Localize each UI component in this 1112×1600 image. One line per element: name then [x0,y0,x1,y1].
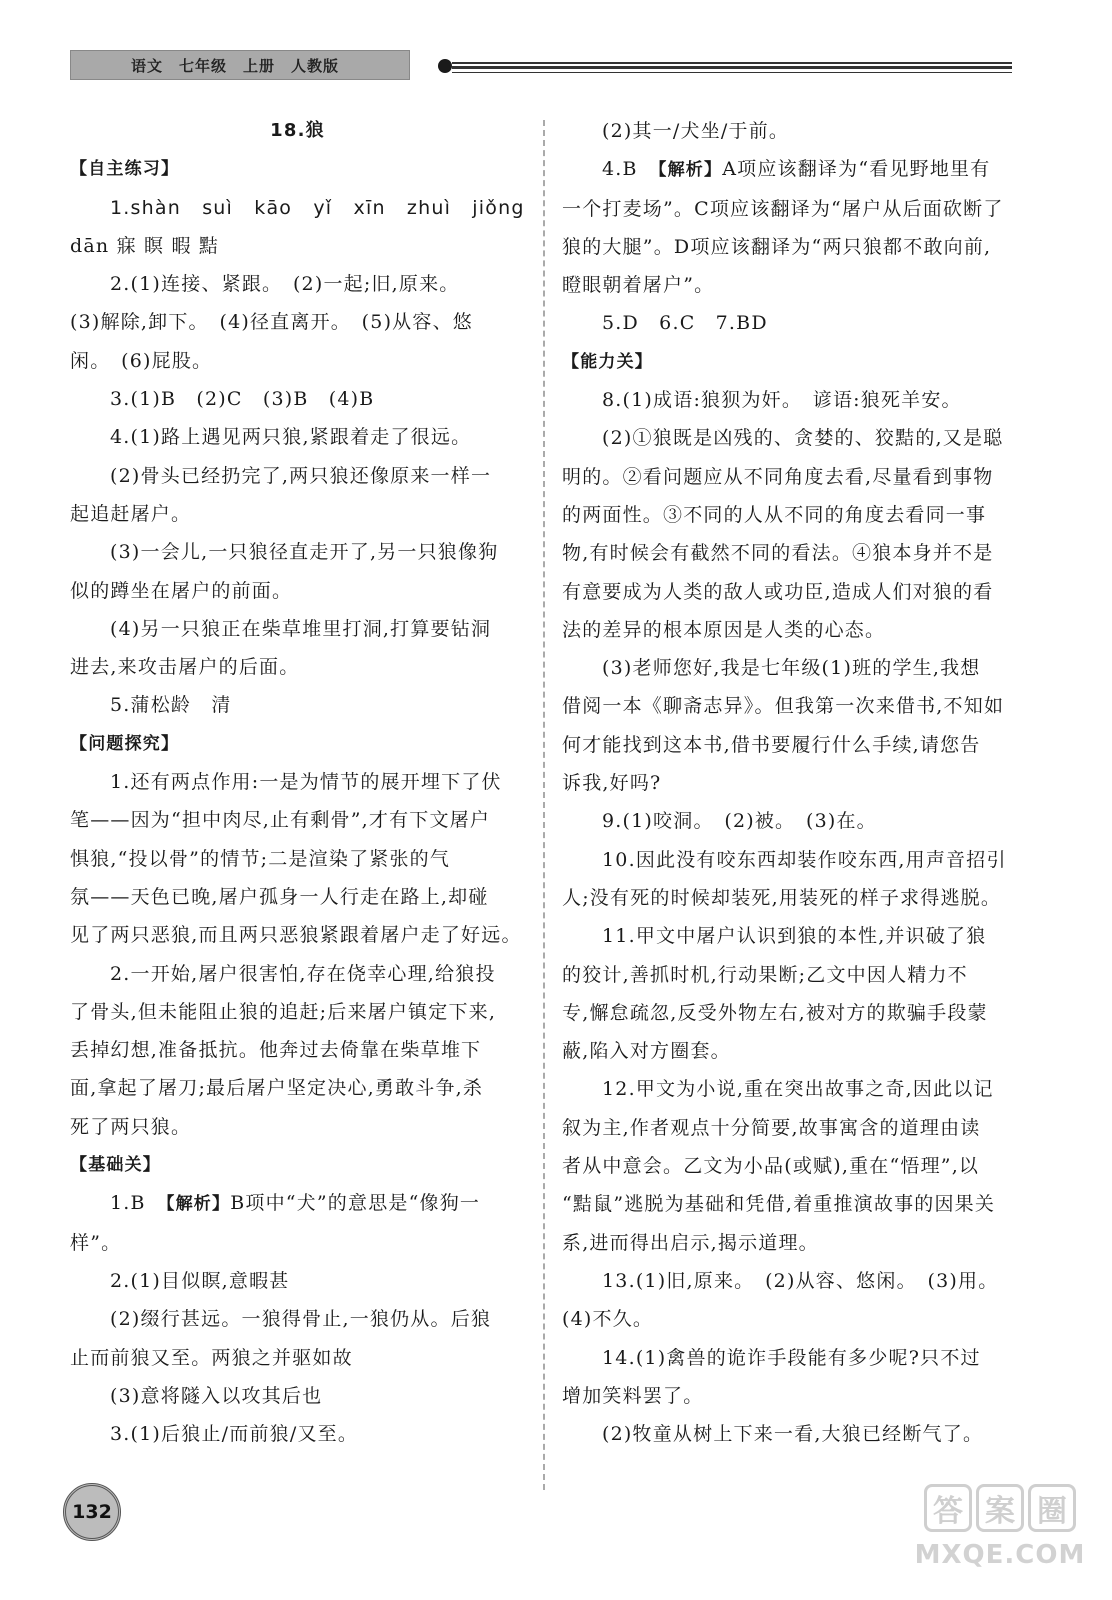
answer-line: 瞪眼朝着屠户”。 [562,274,715,297]
answer-line: 丢掉幻想,准备抵抗。他奔过去倚靠在柴草堆下 [70,1039,482,1062]
answer-line: 何才能找到这本书,借书要履行什么手续,请您告 [562,733,981,756]
answer-line: 5.蒲松龄 清 [110,694,232,717]
answer-line: (3)一会儿,一只狼径直走开了,另一只狼像狗 [110,541,499,564]
answer-line: 借阅一本《聊斋志异》。但我第一次来借书,不知如 [562,695,1005,718]
lesson-title: 18.狼 [270,120,325,141]
answer-line: 9.(1)咬洞。 (2)被。 (3)在。 [602,810,877,833]
answer-line: 叙为主,作者观点十分简要,故事寓含的道理由读 [562,1116,981,1139]
answer-line: 3.(1)后狼止/而前狼/又至。 [110,1423,359,1446]
analysis-text: B项中“犬”的意思是“像狗一样”。 [70,1192,481,1254]
watermark-logo-icon: 答 [924,1484,972,1532]
answer-line: 似的蹲坐在屠户的前面。 [70,579,293,602]
answer-line: 10.因此没有咬东西却装作咬东西,用声音招引 [602,848,1007,871]
answer-line: “黠鼠”逃脱为基础和凭借,着重推演故事的因果关 [562,1193,996,1216]
column-divider [543,120,545,1490]
answer-line: 的两面性。③不同的人从不同的角度去看同一事 [562,503,987,526]
answer-line: dān 寐 瞑 暇 黠 [70,234,220,257]
answer-line: 物,有时候会有截然不同的看法。④狼本身并不是 [562,542,994,565]
answer-line: 止而前狼又至。两狼之并驱如故 [70,1346,353,1369]
analysis-tag: 【解析】 [657,160,723,181]
answer-line: 4.(1)路上遇见两只狼,紧跟着走了很远。 [110,426,472,449]
watermark-url: MXQE.COM [914,1540,1086,1570]
watermark-logo-icon: 案 [976,1484,1024,1532]
answer-line: (2)缀行甚远。一狼得骨止,一狼仍从。后狼 [110,1308,492,1331]
section-heading: 【基础关】 [70,1155,161,1176]
answer-line: 死了两只狼。 [70,1115,192,1138]
header-rule [452,72,1012,73]
answer-line: (2)①狼既是凶残的、贪婪的、狡黠的,又是聪 [602,427,1004,450]
answer-line: (4)不久。 [562,1308,654,1331]
answer-text: 1.B [110,1192,166,1215]
watermark-logo [920,1478,1080,1538]
answer-line: 诉我,好吗? [562,772,662,795]
answer-line: 系,进而得出启示,揭示道理。 [562,1231,819,1254]
answer-line: (2)牧童从树上下来一看,大狼已经断气了。 [602,1423,984,1446]
answer-line: 1.还有两点作用:一是为情节的展开埋下了伏 [110,771,502,794]
header-dot-icon [438,59,452,73]
answer-line: 人;没有死的时候却装死,用装死的样子求得逃脱。 [562,886,1002,909]
answer-line: 增加笑料罢了。 [562,1384,704,1407]
answer-line: 起追赶屠户。 [70,502,192,525]
answer-line: 14.(1)禽兽的诡诈手段能有多少呢?只不过 [602,1346,981,1369]
answer-line: 11.甲文中屠户认识到狼的本性,并识破了狼 [602,925,987,948]
answer-line: (2)骨头已经扔完了,两只狼还像原来一样一 [110,464,492,487]
answer-line: 狼的大腿”。D项应该翻译为“两只狼都不敢向前, [562,235,992,258]
analysis-tag: 【解析】 [165,1194,231,1215]
header-rule [452,62,1012,64]
answer-line: 见了两只恶狼,而且两只恶狼紧跟着屠户走了好远。 [70,924,522,947]
answer-line: 一个打麦场”。C项应该翻译为“屠户从后面砍断了 [562,197,1004,220]
left-column [70,112,525,1453]
answer-line: 法的差异的根本原因是人类的心态。 [562,618,886,641]
header-bar [70,50,410,80]
header-rule [452,66,1012,69]
section-heading: 【能力关】 [562,351,653,372]
right-column [562,112,1024,1453]
answer-line: 进去,来攻击屠户的后面。 [70,656,300,679]
answer-line: 有意要成为人类的敌人或功臣,造成人们对狼的看 [562,580,994,603]
answer-line [562,150,1024,189]
answer-line: 2.(1)连接、紧跟。 (2)一起;旧,原来。 [110,273,460,296]
answer-line: 2.一开始,屠户很害怕,存在侥幸心理,给狼投 [110,962,496,985]
answer-line: 了骨头,但未能阻止狼的追赶;后来屠户镇定下来, [70,1000,497,1023]
watermark-logo-icon: 圈 [1028,1484,1076,1532]
answer-line: 2.(1)目似瞑,意暇甚 [110,1269,290,1292]
answer-text: 4.B [602,158,658,181]
answer-line [70,1184,525,1262]
answer-line: 明的。②看问题应从不同角度去看,尽量看到事物 [562,465,994,488]
page-number: 132 [63,1483,121,1541]
header-title: 语文 七年级 上册 人教版 [131,56,340,75]
answer-line: 者从中意会。乙文为小品(或赋),重在“悟理”,以 [562,1155,980,1178]
answer-line: 笔——因为“担中肉尽,止有剩骨”,才有下文屠户 [70,809,491,832]
answer-line: 蔽,陷入对方圈套。 [562,1040,731,1063]
answer-line: (3)老师您好,我是七年级(1)班的学生,我想 [602,657,981,680]
answer-line: 氛——天色已晚,屠户孤身一人行走在路上,却碰 [70,885,489,908]
analysis-text: A项应该翻译为“看见野地里有 [722,158,991,181]
answer-line: 闲。 (6)屁股。 [70,349,213,372]
section-heading: 【自主练习】 [70,159,180,180]
answer-line: (4)另一只狼正在柴草堆里打洞,打算要钻洞 [110,617,492,640]
answer-line: (2)其一/犬坐/于前。 [602,120,790,142]
section-heading: 【问题探究】 [70,733,180,754]
answer-line: 1.shàn suì kāo yǐ xīn zhuì jiǒng [110,196,525,219]
answer-line: 惧狼,“投以骨”的情节;二是渲染了紧张的气 [70,847,451,870]
answer-line: 5.D 6.C 7.BD [602,312,768,335]
answer-line: 专,懈怠疏忽,反受外物左右,被对方的欺骗手段蒙 [562,1001,988,1024]
answer-line: (3)意将隧入以攻其后也 [110,1384,323,1407]
answer-line: 面,拿起了屠刀;最后屠户坚定决心,勇敢斗争,杀 [70,1077,484,1100]
answer-line: 3.(1)B (2)C (3)B (4)B [110,388,375,411]
answer-line: 8.(1)成语:狼狈为奸。 谚语:狼死羊安。 [602,389,962,412]
answer-line: 12.甲文为小说,重在突出故事之奇,因此以记 [602,1078,994,1101]
answer-line: 13.(1)旧,原来。 (2)从容、悠闲。 (3)用。 [602,1269,999,1292]
answer-line: (3)解除,卸下。 (4)径直离开。 (5)从容、悠 [70,311,473,334]
answer-line: 的狡计,善抓时机,行动果断;乙文中因人精力不 [562,963,968,986]
